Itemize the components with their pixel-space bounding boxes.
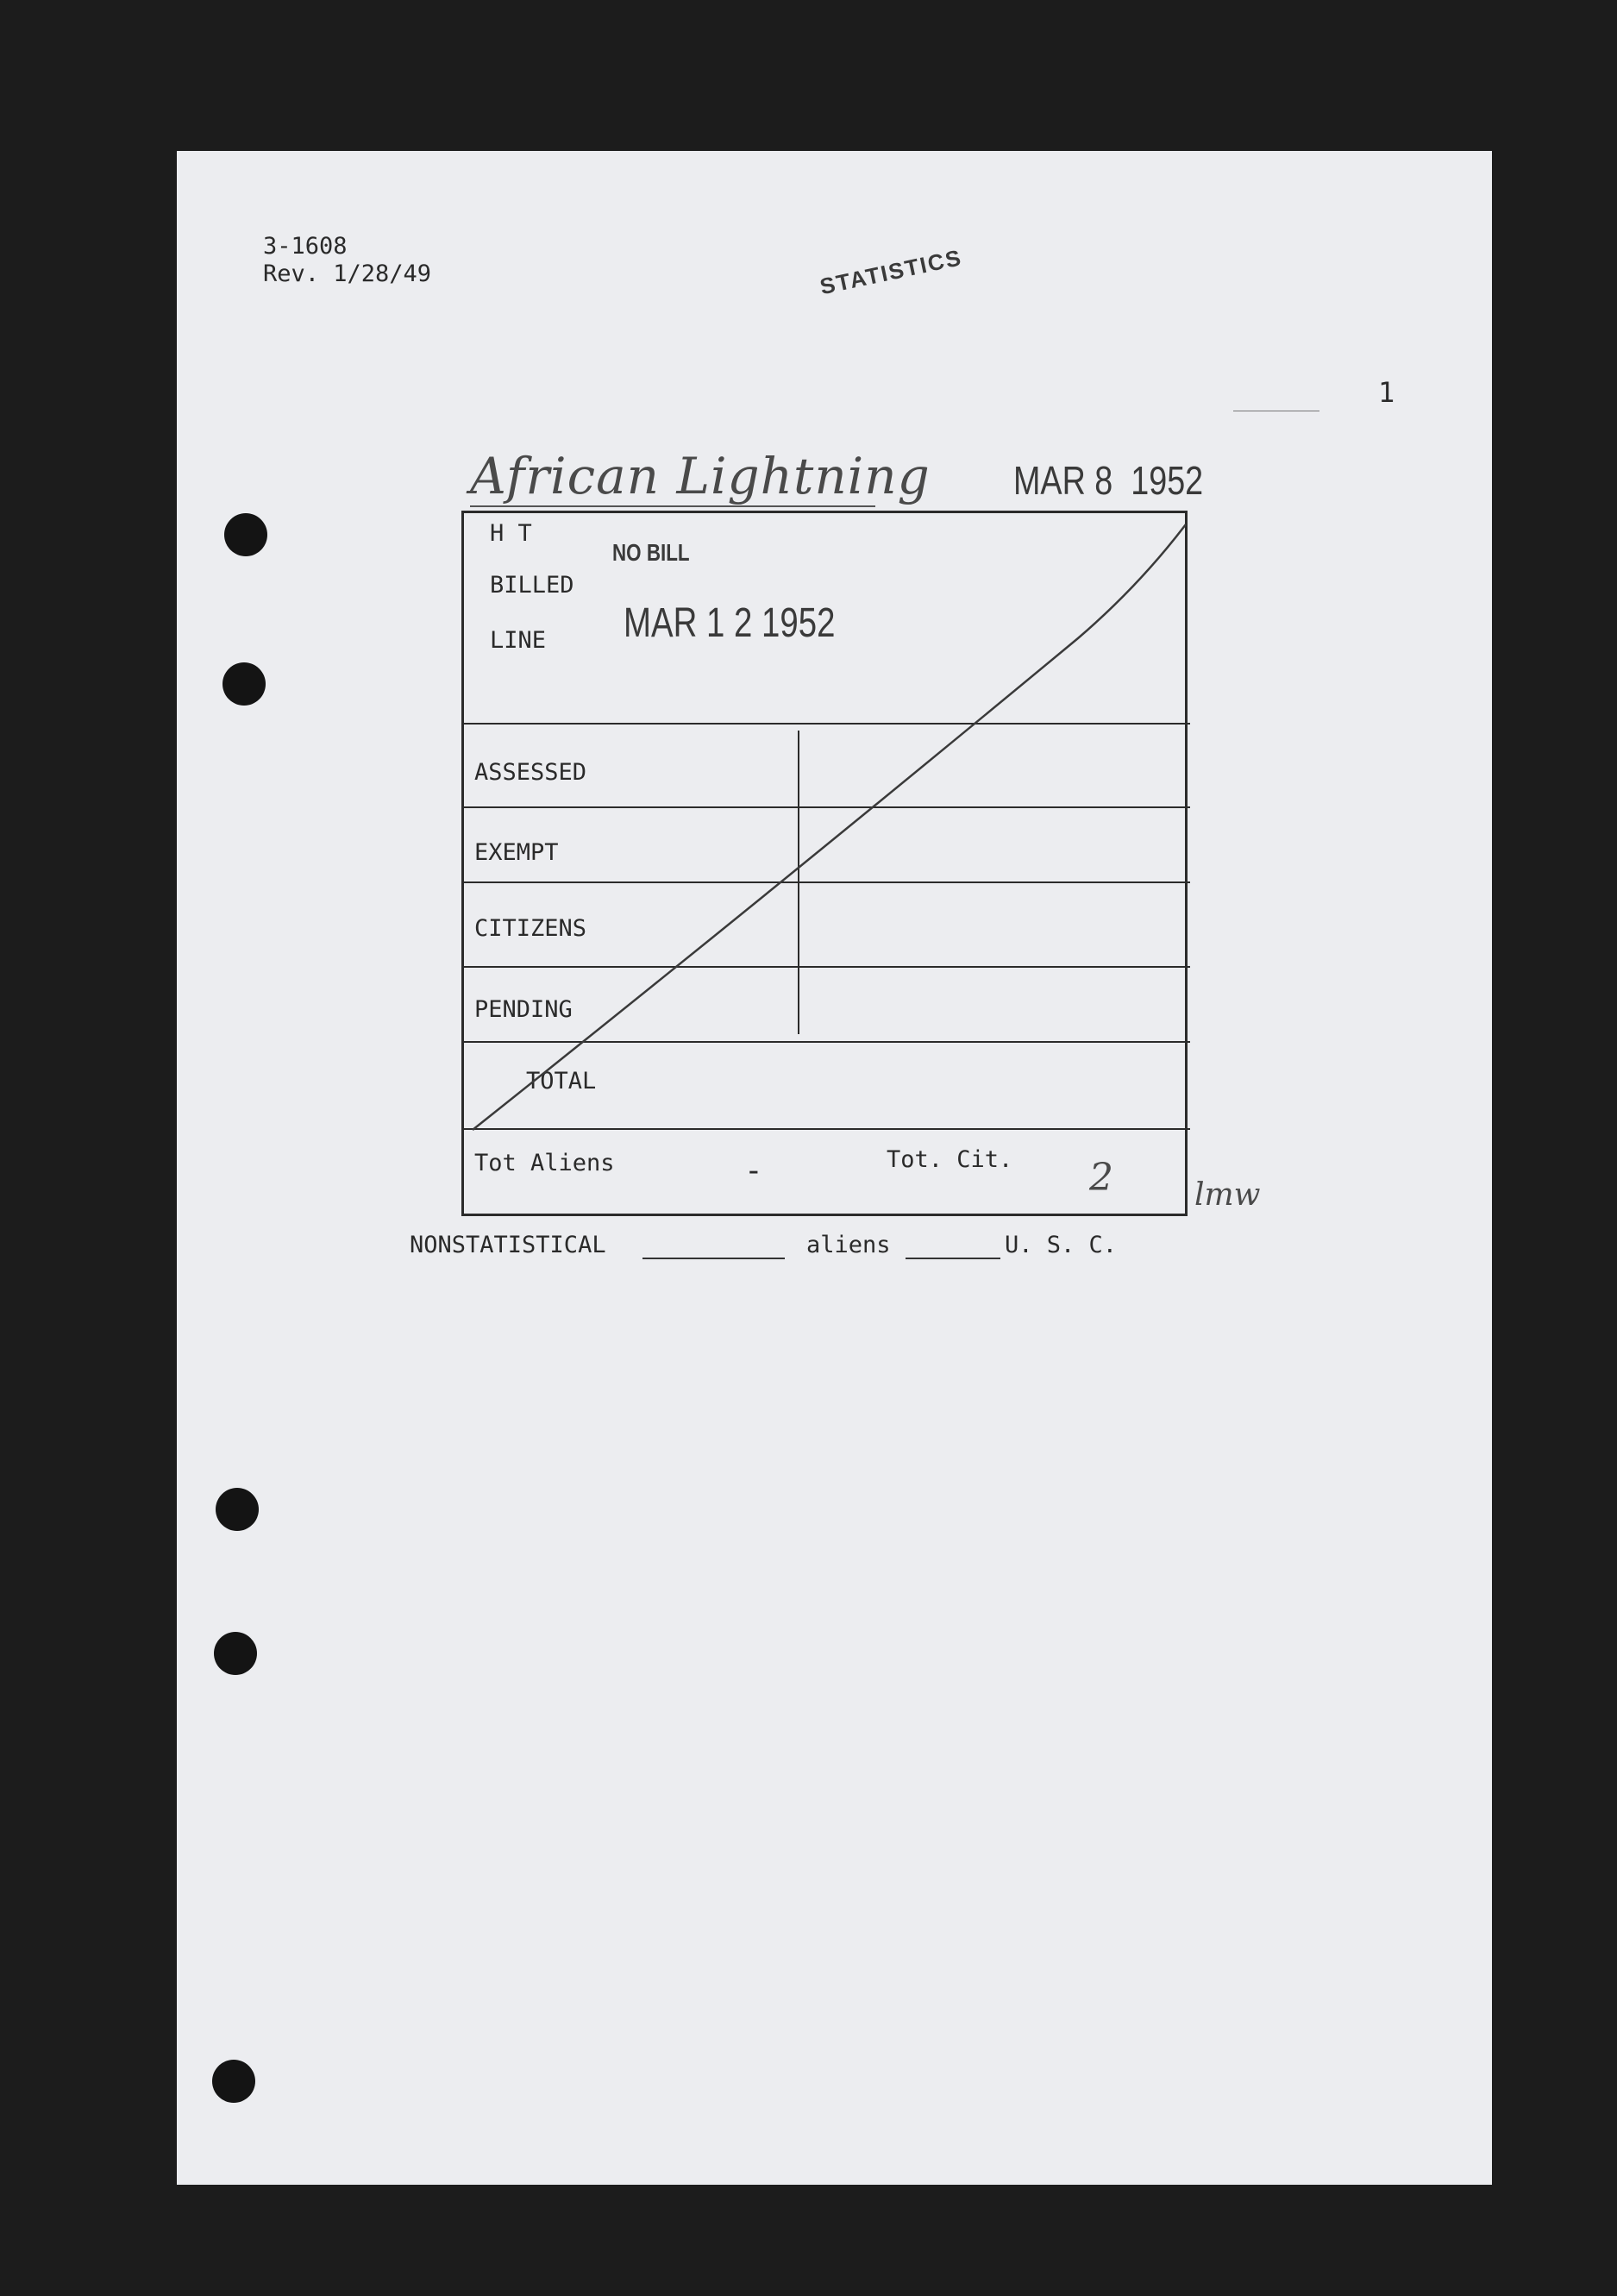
row-divider	[464, 806, 1190, 808]
line-label: LINE	[490, 627, 547, 654]
ht-label: H T	[490, 520, 532, 547]
tot-cit-label: Tot. Cit.	[887, 1146, 1013, 1173]
statistics-stamp: STATISTICS	[818, 244, 965, 300]
billed-date-stamp: MAR 1 2 1952	[624, 600, 836, 646]
tot-aliens-value: -	[744, 1153, 763, 1189]
row-label-pending: PENDING	[474, 996, 573, 1023]
total-label: TOTAL	[526, 1068, 597, 1095]
initials: lmw	[1194, 1177, 1261, 1213]
nonstatistical-blank	[642, 1258, 785, 1259]
binder-hole	[222, 662, 266, 706]
billed-label: BILLED	[490, 572, 574, 599]
binder-hole	[216, 1488, 259, 1531]
date-stamp: MAR 8 1952	[1013, 458, 1204, 503]
form-revision: Rev. 1/28/49	[263, 260, 432, 287]
row-divider	[464, 1041, 1190, 1043]
binder-hole	[214, 1632, 257, 1675]
tot-aliens-label: Tot Aliens	[474, 1150, 615, 1176]
row-divider	[464, 966, 1190, 968]
statistics-form-box	[461, 511, 1188, 1216]
binder-hole	[224, 513, 267, 556]
nonstatistical-label: NONSTATISTICAL	[410, 1232, 606, 1258]
column-divider	[798, 731, 799, 1034]
total-divider	[464, 1128, 1190, 1130]
row-divider	[464, 881, 1190, 883]
binder-hole	[212, 2060, 255, 2103]
aliens-blank	[906, 1258, 1000, 1259]
no-bill-stamp: NO BILL	[612, 539, 690, 566]
vessel-name-handwritten: African Lightning	[470, 447, 931, 505]
page-number: 1	[1378, 376, 1395, 409]
header-divider	[464, 723, 1190, 725]
usc-label: U. S. C.	[1005, 1232, 1118, 1258]
form-number: 3-1608	[263, 233, 348, 260]
aliens-label: aliens	[806, 1232, 891, 1258]
row-label-assessed: ASSESSED	[474, 759, 587, 786]
vessel-name-underline	[470, 505, 875, 507]
row-label-citizens: CITIZENS	[474, 915, 587, 942]
tot-cit-value: 2	[1089, 1156, 1113, 1200]
row-label-exempt: EXEMPT	[474, 839, 559, 866]
